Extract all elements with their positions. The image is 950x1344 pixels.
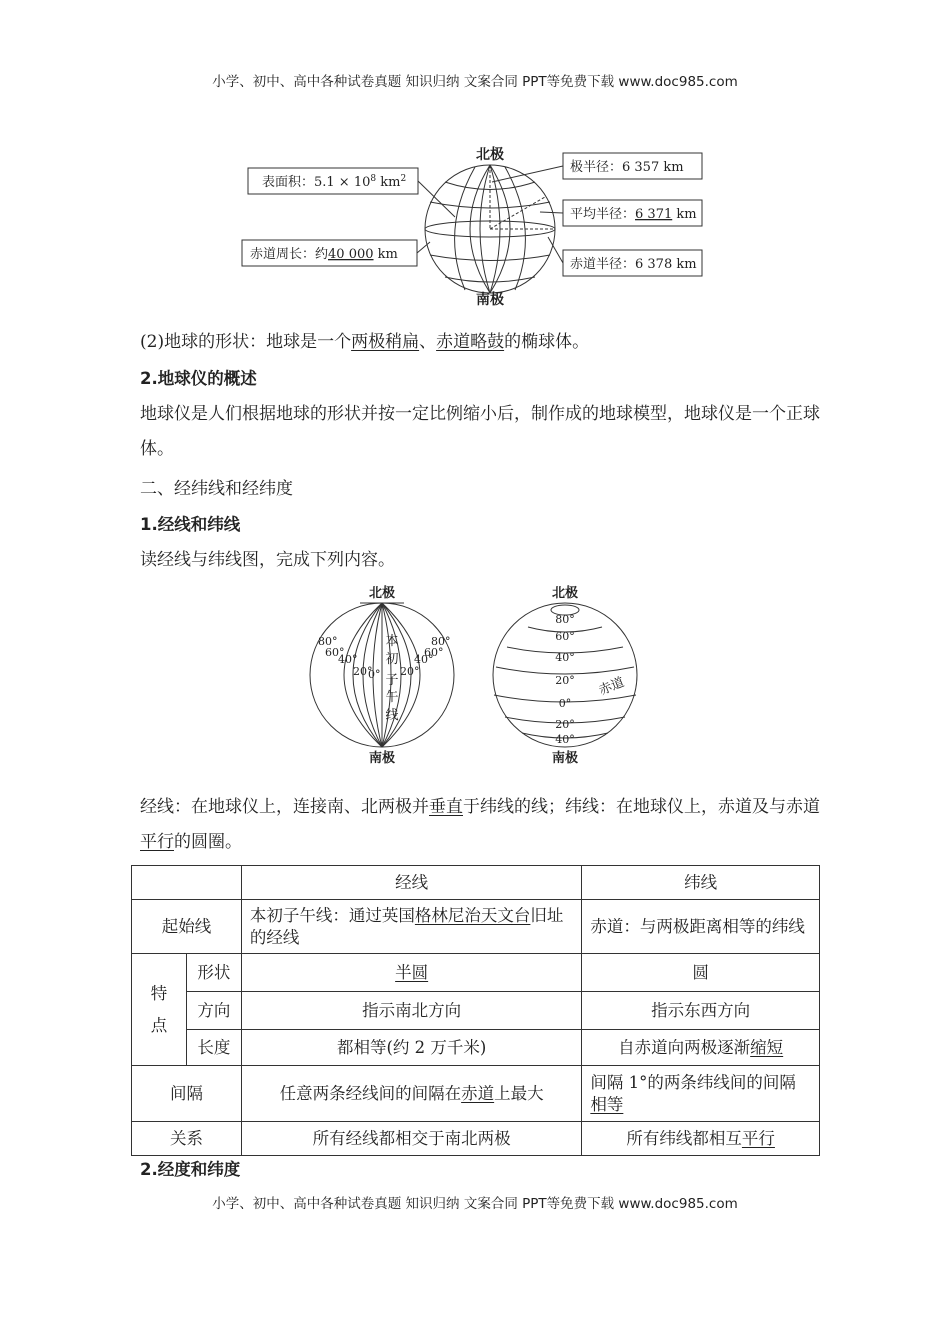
comparison-table	[131, 865, 820, 1156]
lon-east-60: 60°	[424, 646, 444, 659]
feature-label: 特点	[132, 954, 187, 1066]
lon-zero: 0°	[368, 668, 381, 681]
lon-east-80: 80°	[431, 635, 451, 648]
subsection-lines-title: 1.经线和纬线	[140, 515, 241, 534]
row-label-start: 起始线	[132, 900, 242, 954]
lat-20: 20°	[555, 674, 575, 687]
table-row	[132, 1066, 820, 1122]
lon-east-40: 40°	[414, 653, 434, 666]
table-row	[132, 992, 820, 1030]
fig1-south-label: 南极	[476, 292, 504, 308]
length-parallel: 自赤道向两极逐渐缩短	[582, 1030, 820, 1066]
fig2-right-south: 南极	[551, 751, 579, 766]
definition-text: 经线：在地球仪上，连接南、北两极并垂直于纬线的线；纬线：在地球仪上，赤道及与赤道平行的圆圈。	[140, 797, 820, 852]
lon-west-60: 60°	[325, 646, 345, 659]
surface-area-label: 表面积：$5.1 \times 10^8$ $km^2$	[262, 174, 407, 190]
length-label: 长度	[186, 1030, 241, 1066]
shape-meridian: 半圆	[241, 954, 581, 992]
fig1-north-label: 北极	[476, 147, 504, 163]
mean-radius-label: 平均半径：6 371 km	[570, 207, 697, 222]
lat-80: 80°	[555, 613, 575, 626]
fig2-left-south: 南极	[368, 751, 396, 766]
fig2-left-north: 北极	[368, 586, 396, 601]
lon-west-80: 80°	[318, 635, 338, 648]
earth-shape-text: (2)地球的形状：地球是一个两极稍扁、赤道略鼓的椭球体。	[140, 332, 590, 352]
length-meridian: 都相等(约 2 万千米)	[241, 1030, 581, 1066]
start-meridian-cell: 本初子午线：通过英国格林尼治天文台旧址的经线	[241, 900, 581, 954]
start-parallel-cell: 赤道：与两极距离相等的纬线	[582, 900, 820, 954]
table-row	[132, 866, 820, 900]
table-row	[132, 900, 820, 954]
meridian-char: 子	[385, 673, 399, 688]
polar-radius-label: 极半径：6 357 km	[570, 160, 684, 175]
page-footer: 小学、初中、高中各种试卷真题 知识归纳 文案合同 PPT等免费下载 www.doc985.com	[212, 1196, 738, 1212]
meridian-char: 初	[385, 652, 399, 667]
meridian-char: 午	[385, 690, 399, 705]
header-parallel: 纬线	[582, 866, 820, 900]
relation-label: 关系	[132, 1122, 242, 1156]
equator-label: 赤道	[596, 675, 627, 699]
lon-west-40: 40°	[338, 653, 358, 666]
subsection-degrees-title: 2.经度和纬度	[140, 1160, 241, 1179]
part-two-title: 二、经纬线和经纬度	[140, 479, 293, 499]
lat-20s: 20°	[555, 718, 575, 731]
header-meridian: 经线	[241, 866, 581, 900]
equator-radius-label: 赤道半径：6 378 km	[570, 257, 697, 272]
table-row	[132, 1122, 820, 1156]
page-header: 小学、初中、高中各种试卷真题 知识归纳 文案合同 PPT等免费下载 www.doc985.com	[212, 74, 738, 90]
lat-40: 40°	[555, 651, 575, 664]
lat-40s: 40°	[555, 733, 575, 746]
fig2-right-north: 北极	[551, 586, 579, 601]
meridian-char: 本	[385, 634, 399, 649]
shape-label: 形状	[186, 954, 241, 992]
equator-circumference-label: 赤道周长：约40 000 km	[250, 247, 398, 262]
meridian-char: 线	[385, 708, 399, 723]
lat-60: 60°	[555, 630, 575, 643]
interval-meridian: 任意两条经线间的间隔在赤道上最大	[241, 1066, 581, 1122]
table-row	[132, 1030, 820, 1066]
section-globe-text: 地球仪是人们根据地球的形状并按一定比例缩小后，制作成的地球模型，地球仪是一个正球体。	[140, 404, 820, 459]
lon-west-20: 20°	[353, 665, 373, 678]
shape-parallel: 圆	[582, 954, 820, 992]
lines-diagram	[300, 583, 640, 768]
table-row	[132, 954, 820, 992]
relation-parallel: 所有纬线都相互平行	[582, 1122, 820, 1156]
lat-0: 0°	[558, 697, 572, 710]
direction-meridian: 指示南北方向	[241, 992, 581, 1030]
interval-label: 间隔	[132, 1066, 242, 1122]
lon-east-20: 20°	[400, 665, 420, 678]
interval-parallel: 间隔 1°的两条纬线间的间隔相等	[582, 1066, 820, 1122]
read-instruction: 读经线与纬线图，完成下列内容。	[140, 550, 395, 570]
section-globe-title: 2.地球仪的概述	[140, 369, 257, 388]
direction-parallel: 指示东西方向	[582, 992, 820, 1030]
relation-meridian: 所有经线都相交于南北两极	[241, 1122, 581, 1156]
earth-size-diagram	[240, 142, 710, 310]
direction-label: 方向	[186, 992, 241, 1030]
